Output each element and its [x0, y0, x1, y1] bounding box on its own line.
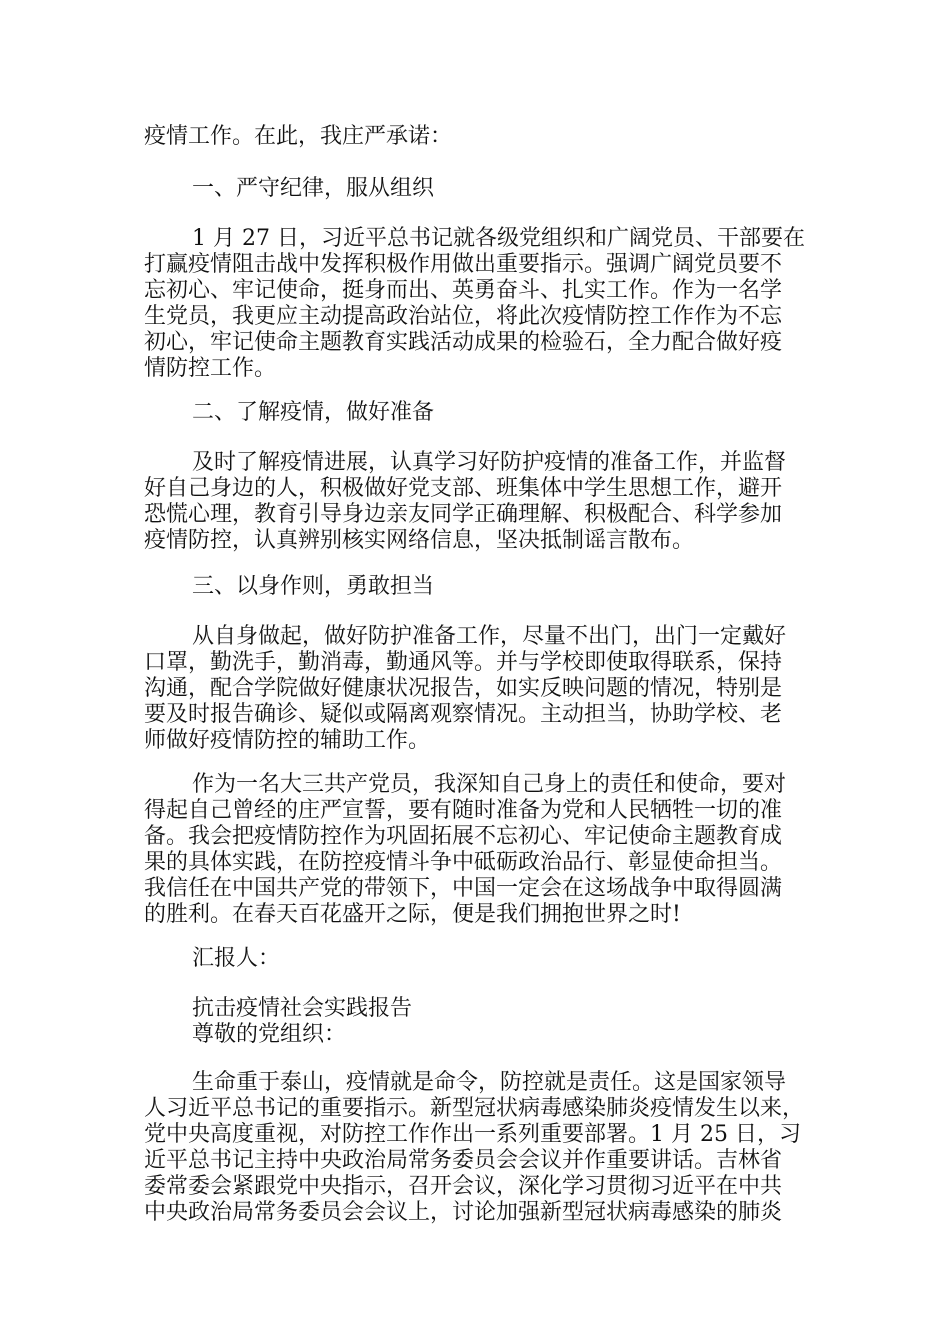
paragraph-understand-cont	[144, 476, 804, 554]
text-line: 备。我会把疫情防控作为巩固拓展不忘初心、牢记使命主题教育成	[144, 824, 783, 849]
text-line: 从自身做起，做好防护准备工作，尽量不出门，出门一定戴好	[192, 624, 787, 649]
paragraph-understand	[144, 450, 852, 476]
paragraph-discipline-cont	[144, 252, 804, 382]
text-line: 情防控工作。	[144, 356, 277, 381]
paragraph-example-cont	[144, 650, 804, 754]
paragraph-commitment	[144, 772, 852, 798]
text-line: 党中央高度重视，对防控工作作出一系列重要部署。1 月 25 日，习	[144, 1122, 801, 1147]
text-line: 生党员，我更应主动提高政治站位，将此次疫情防控工作作为不忘	[144, 304, 783, 329]
text-line: 生命重于泰山，疫情就是命令，防控就是责任。这是国家领导	[192, 1070, 787, 1095]
text-line: 恐慌心理，教育引导身边亲友同学正确理解、积极配合、科学参加	[144, 502, 783, 527]
text-line: 疫情工作。在此，我庄严承诺：	[144, 124, 453, 149]
paragraph-example	[144, 624, 852, 650]
text-line: 1 月 27 日，习近平总书记就各级党组织和广阔党员、干部要在	[192, 226, 805, 251]
text-line: 近平总书记主持中央政治局常务委员会会议并作重要讲话。吉林省	[144, 1148, 783, 1173]
text-line: 师做好疫情防控的辅助工作。	[144, 728, 431, 753]
text-line: 要及时报告确诊、疑似或隔离观察情况。主动担当，协助学校、老	[144, 702, 783, 727]
text-line: 作为一名大三共产党员，我深知自己身上的责任和使命，要对	[192, 772, 787, 797]
reporter-line	[144, 946, 852, 972]
paragraph-discipline	[144, 226, 852, 252]
paragraph-commitment-cont	[144, 798, 804, 928]
report-title-block	[144, 996, 852, 1048]
text-line: 得起自己曾经的庄严宣誓，要有随时准备为党和人民牺牲一切的准	[144, 798, 783, 823]
paragraph-life	[144, 1070, 852, 1096]
paragraph-life-cont	[144, 1096, 804, 1226]
text-line: 委常委会紧跟党中央指示，召开会议，深化学习贯彻习近平在中共	[144, 1174, 783, 1199]
text-line: 打赢疫情阻击战中发挥积极作用做出重要指示。强调广阔党员要不	[144, 252, 783, 277]
section-heading-1	[144, 176, 852, 202]
text-line: 好自己身边的人，积极做好党支部、班集体中学生思想工作，避开	[144, 476, 783, 501]
heading-text: 二、了解疫情，做好准备	[192, 400, 435, 425]
text-line: 果的具体实践，在防控疫情斗争中砥砺政治品行、彰显使命担当。	[144, 850, 783, 875]
text-line: 的胜利。在春天百花盛开之际，便是我们拥抱世界之时!	[144, 902, 681, 927]
section-heading-3	[144, 574, 852, 600]
paragraph-continuation	[144, 124, 804, 150]
text-line: 口罩，勤洗手，勤消毒，勤通风等。并与学校即使取得联系，保持	[144, 650, 783, 675]
text-line: 及时了解疫情进展，认真学习好防护疫情的准备工作，并监督	[192, 450, 787, 475]
section-heading-2	[144, 400, 852, 426]
text-line: 人习近平总书记的重要指示。新型冠状病毒感染肺炎疫情发生以来，	[144, 1096, 805, 1121]
heading-text: 三、以身作则，勇敢担当	[192, 574, 435, 599]
heading-text: 一、严守纪律，服从组织	[192, 176, 435, 201]
salutation: 尊敬的党组织：	[192, 1022, 347, 1047]
text-line: 忘初心、牢记使命，挺身而出、英勇奋斗、扎实工作。作为一名学	[144, 278, 783, 303]
text-line: 疫情防控，认真辨别核实网络信息，坚决抵制谣言散布。	[144, 528, 695, 553]
report-title: 抗击疫情社会实践报告	[192, 996, 413, 1021]
text-line: 我信任在中国共产党的带领下，中国一定会在这场战争中取得圆满	[144, 876, 783, 901]
text-line: 沟通，配合学院做好健康状况报告，如实反映问题的情况，特别是	[144, 676, 783, 701]
text-line: 中央政治局常务委员会会议上，讨论加强新型冠状病毒感染的肺炎	[144, 1200, 783, 1225]
text-line: 初心，牢记使命主题教育实践活动成果的检验石，全力配合做好疫	[144, 330, 783, 355]
reporter-label: 汇报人：	[192, 946, 281, 971]
